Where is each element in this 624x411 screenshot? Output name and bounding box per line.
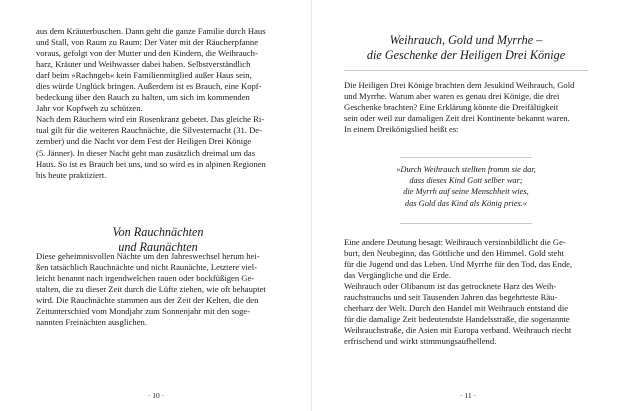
text-line: Zeitunterschied vom Mondjahr zum Sonnenjahr mit den soge-	[36, 306, 251, 317]
text-line: nannten Freinächten ausglichen.	[36, 317, 147, 328]
quote-line: »Durch Weihrauch stellten fromm sie dar,	[396, 165, 536, 174]
text-line: tual gilt für die weiteren Rauchnächte, die Silvesternacht (31. De-	[36, 125, 262, 136]
page-number-right: · 11 ·	[460, 391, 476, 400]
left-body-text-intro	[36, 26, 280, 181]
heading-line: Weihrauch, Gold und Myrrhe –	[389, 33, 543, 47]
text-line: rauchstrauchs und seit Tausenden Jahren das begehrteste Räu-	[344, 292, 558, 303]
text-line: In einem Dreikönigslied heißt es:	[344, 124, 459, 135]
text-line: für die Jugend und das Leben. Und Myrrhe für den Tod, das Ende,	[344, 259, 573, 270]
text-line: stalten, die zu dieser Zeit durch die Lüfte ziehen, wie oft behauptet	[36, 284, 266, 295]
heading-line: die Geschenke der Heiligen Drei Könige	[366, 48, 566, 62]
text-line: dies würde Unglück bringen. Außerdem ist es Brauch, eine Kopf-	[36, 81, 262, 92]
text-line: voraus, gefolgt von der Mutter und den Kindern, die Weihrauch-	[36, 48, 258, 59]
text-line: für die damalige Zeit bedeutendste Handelsstraße, die sogenannte	[344, 314, 570, 325]
text-line: bis heute praktiziert.	[36, 169, 107, 180]
page-number-left: · 10 ·	[147, 391, 165, 400]
text-line: burt, den Neubeginn, das Göttliche und den Himmel. Gold steht	[344, 248, 565, 259]
text-line: und Stall, von Raum zu Raum: Der Vater mit der Räucherpfanne	[36, 37, 259, 48]
text-line: und Myrrhe. Warum aber waren es genau drei Könige, die drei	[344, 91, 560, 102]
heading-line: Von Rauchnächten	[112, 225, 204, 239]
text-line: bedeckung über den Rauch zu halten, um sich im kommenden	[36, 92, 250, 103]
text-line: zember) und die Nacht vor dem Fest der Heiligen Drei Könige	[36, 136, 252, 147]
right-body-text-deutung	[344, 237, 588, 347]
text-line: das Vergängliche und die Erde.	[344, 270, 451, 281]
text-line: Geschenke brachten? Eine Erklärung könnte die Dreifältigkeit	[344, 102, 559, 113]
text-line: sein oder weil zur damaligen Zeit drei Kontinente bekannt waren.	[344, 113, 570, 124]
quote-divider-bottom	[400, 223, 532, 224]
text-line: harz, Kräuter und Weihwasser dabei haben. Selbstverständlich	[36, 59, 251, 70]
text-line: erfrischend und wirkt stimmungsaufhellend.	[344, 336, 497, 347]
text-line: wird. Die Rauchnächte stammen aus der Zeit der Kelten, die den	[36, 295, 259, 306]
text-line: Weihrauch oder Olibanum ist das getrocknete Harz des Weih-	[344, 281, 557, 292]
quote-line: das Gold das Kind als König pries.«	[404, 198, 528, 208]
quote-line: dass dieses Kind Gott selber war;	[409, 176, 523, 186]
text-line: Diese geheimnisvollen Nächte um den Jahreswechsel herum hei-	[36, 251, 260, 261]
heading-line: und Raunächten	[118, 240, 198, 254]
quote-line: die Myrrh auf seine Menschheit wies,	[403, 187, 529, 197]
left-body-text-rauchnaechte	[36, 251, 280, 328]
text-line: Eine andere Deutung besagt: Weihrauch versinnbildlicht die Ge-	[344, 237, 566, 247]
text-line: Nach dem Räuchern wird ein Rosenkranz gebetet. Das gleiche Ri-	[36, 114, 265, 125]
text-line: Jahr vor Kopfweh zu schützen.	[36, 103, 143, 114]
text-line: cherharz der Welt. Durch den Handel mit Weihrauch entstand die	[344, 303, 569, 314]
text-line: ßen tatsächlich Rauchnächte und nicht Raunächte, Letztere viel-	[36, 262, 257, 273]
text-line: aus dem Kräuterbuschen. Dann geht die ganze Familie durch Haus	[36, 26, 266, 36]
text-line: (5. Jänner). In dieser Nacht geht man zusätzlich dreimal um das	[36, 147, 256, 158]
song-quote	[344, 164, 588, 209]
text-line: darf beim »Rachngeh« kein Familienmitglied außer Haus sein,	[36, 70, 252, 81]
text-line: leicht benannt nach irgendwelchen rauen oder bockfüßigen Ge-	[36, 273, 255, 284]
text-line: Weihrauchstraße, die Asien mit Europa verband. Weihrauch riecht	[344, 325, 572, 336]
text-line: Haus. So ist es Brauch bei uns, und so wird es in alpinen Regionen	[36, 158, 266, 169]
text-line: Die Heiligen Drei Könige brachten dem Jesukind Weihrauch, Gold	[344, 80, 575, 90]
quote-divider-top	[400, 157, 532, 158]
right-body-text-intro	[344, 80, 588, 135]
heading-divider	[344, 70, 588, 71]
section-heading-weihrauch	[330, 33, 602, 63]
